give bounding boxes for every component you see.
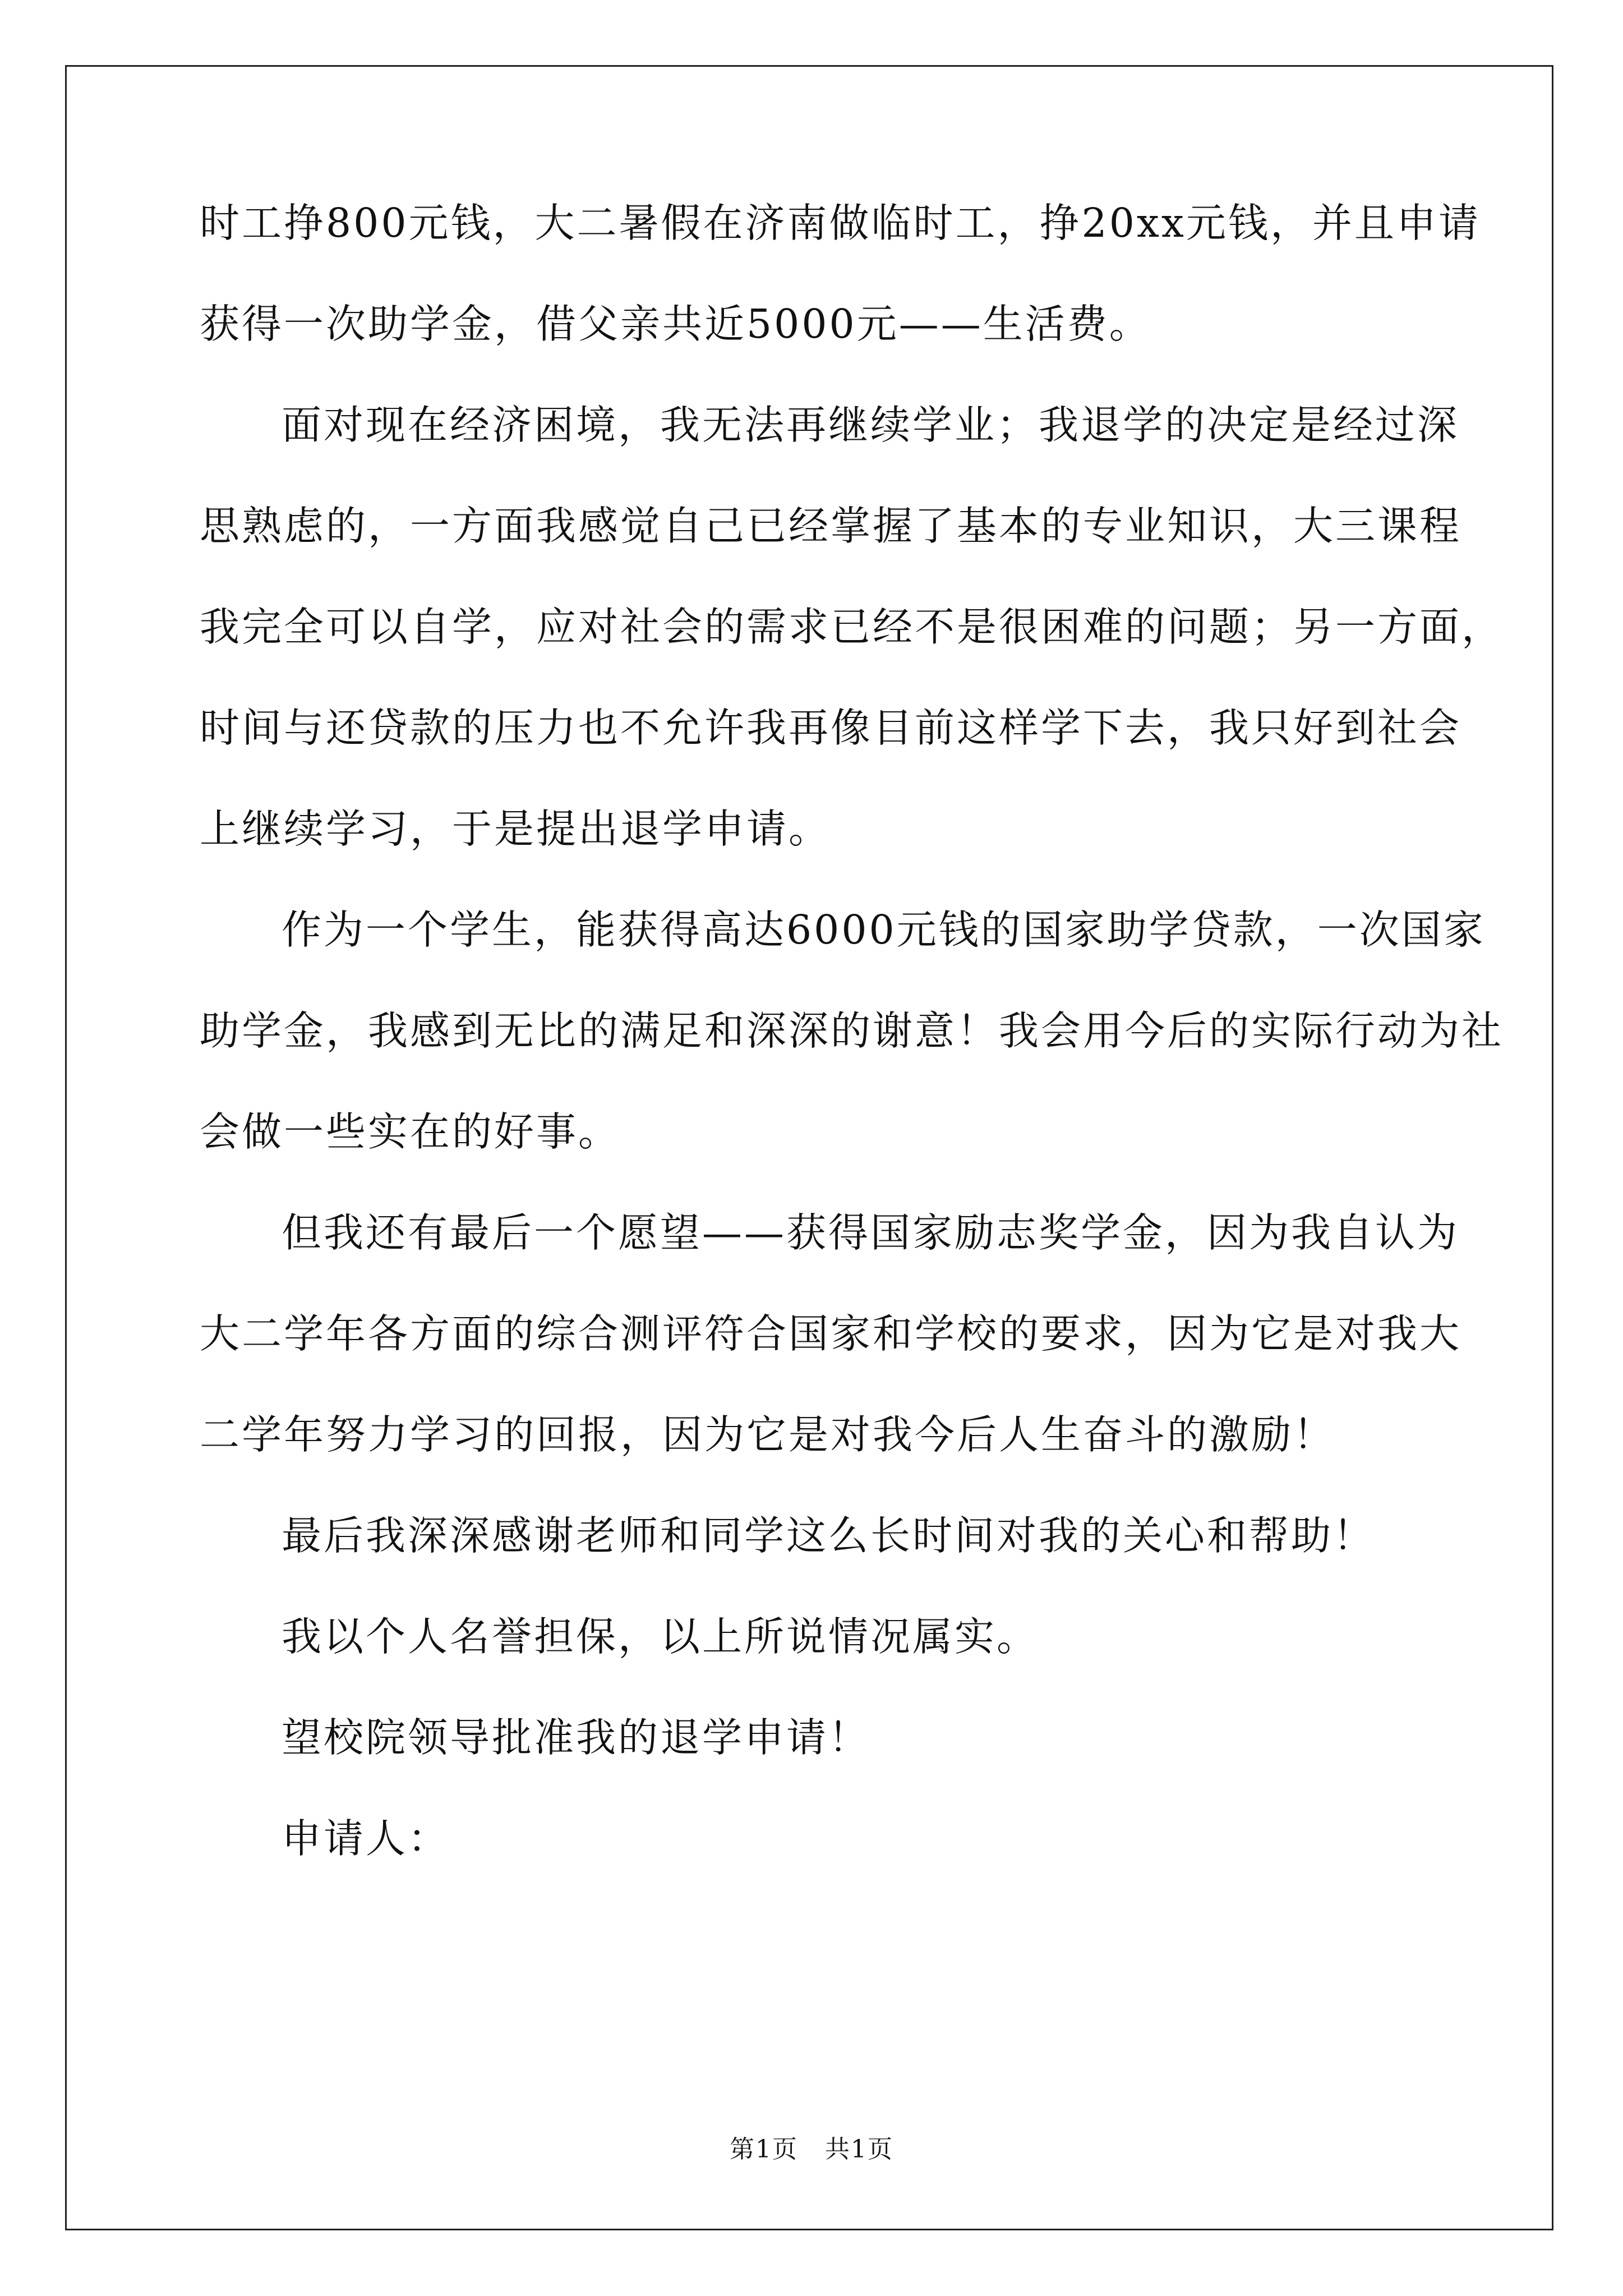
paragraph-start-line: 最后我深深感谢老师和同学这么长时间对我的关心和帮助！ bbox=[282, 1512, 1376, 1559]
paragraph-start-line: 望校院领导批准我的退学申请！ bbox=[282, 1714, 871, 1761]
page-number: 第1页 共1页 bbox=[730, 2135, 893, 2164]
text-line: 我完全可以自学，应对社会的需求已经不是很困难的问题；另一方面， bbox=[200, 604, 1504, 650]
paragraph-start-line: 作为一个学生，能获得高达6000元钱的国家助学贷款，一次国家 bbox=[282, 907, 1486, 953]
text-line: 获得一次助学金，借父亲共近5000元——生活费。 bbox=[200, 301, 1151, 347]
text-line: 思熟虑的，一方面我感觉自己已经掌握了基本的专业知识，大三课程 bbox=[200, 503, 1462, 549]
text-line: 上继续学习，于是提出退学申请。 bbox=[200, 806, 831, 852]
text-line: 二学年努力学习的回报，因为它是对我今后人生奋斗的激励！ bbox=[200, 1411, 1336, 1458]
text-line: 时间与还贷款的压力也不允许我再像目前这样学下去，我只好到社会 bbox=[200, 705, 1462, 751]
text-line: 会做一些实在的好事。 bbox=[200, 1108, 621, 1155]
applicant-signature-label: 申请人： bbox=[282, 1815, 450, 1862]
paragraph-start-line: 但我还有最后一个愿望——获得国家励志奖学金，因为我自认为 bbox=[282, 1209, 1460, 1256]
page-footer bbox=[0, 2134, 1623, 2165]
text-line: 大二学年各方面的综合测评符合国家和学校的要求，因为它是对我大 bbox=[200, 1310, 1462, 1357]
text-line: 时工挣800元钱，大二暑假在济南做临时工，挣20xx元钱，并且申请 bbox=[200, 200, 1481, 246]
paragraph-start-line: 我以个人名誉担保，以上所说情况属实。 bbox=[282, 1613, 1039, 1660]
text-line: 助学金，我感到无比的满足和深深的谢意！我会用今后的实际行动为社 bbox=[200, 1007, 1504, 1054]
paragraph-start-line: 面对现在经济困境，我无法再继续学业；我退学的决定是经过深 bbox=[282, 402, 1460, 448]
